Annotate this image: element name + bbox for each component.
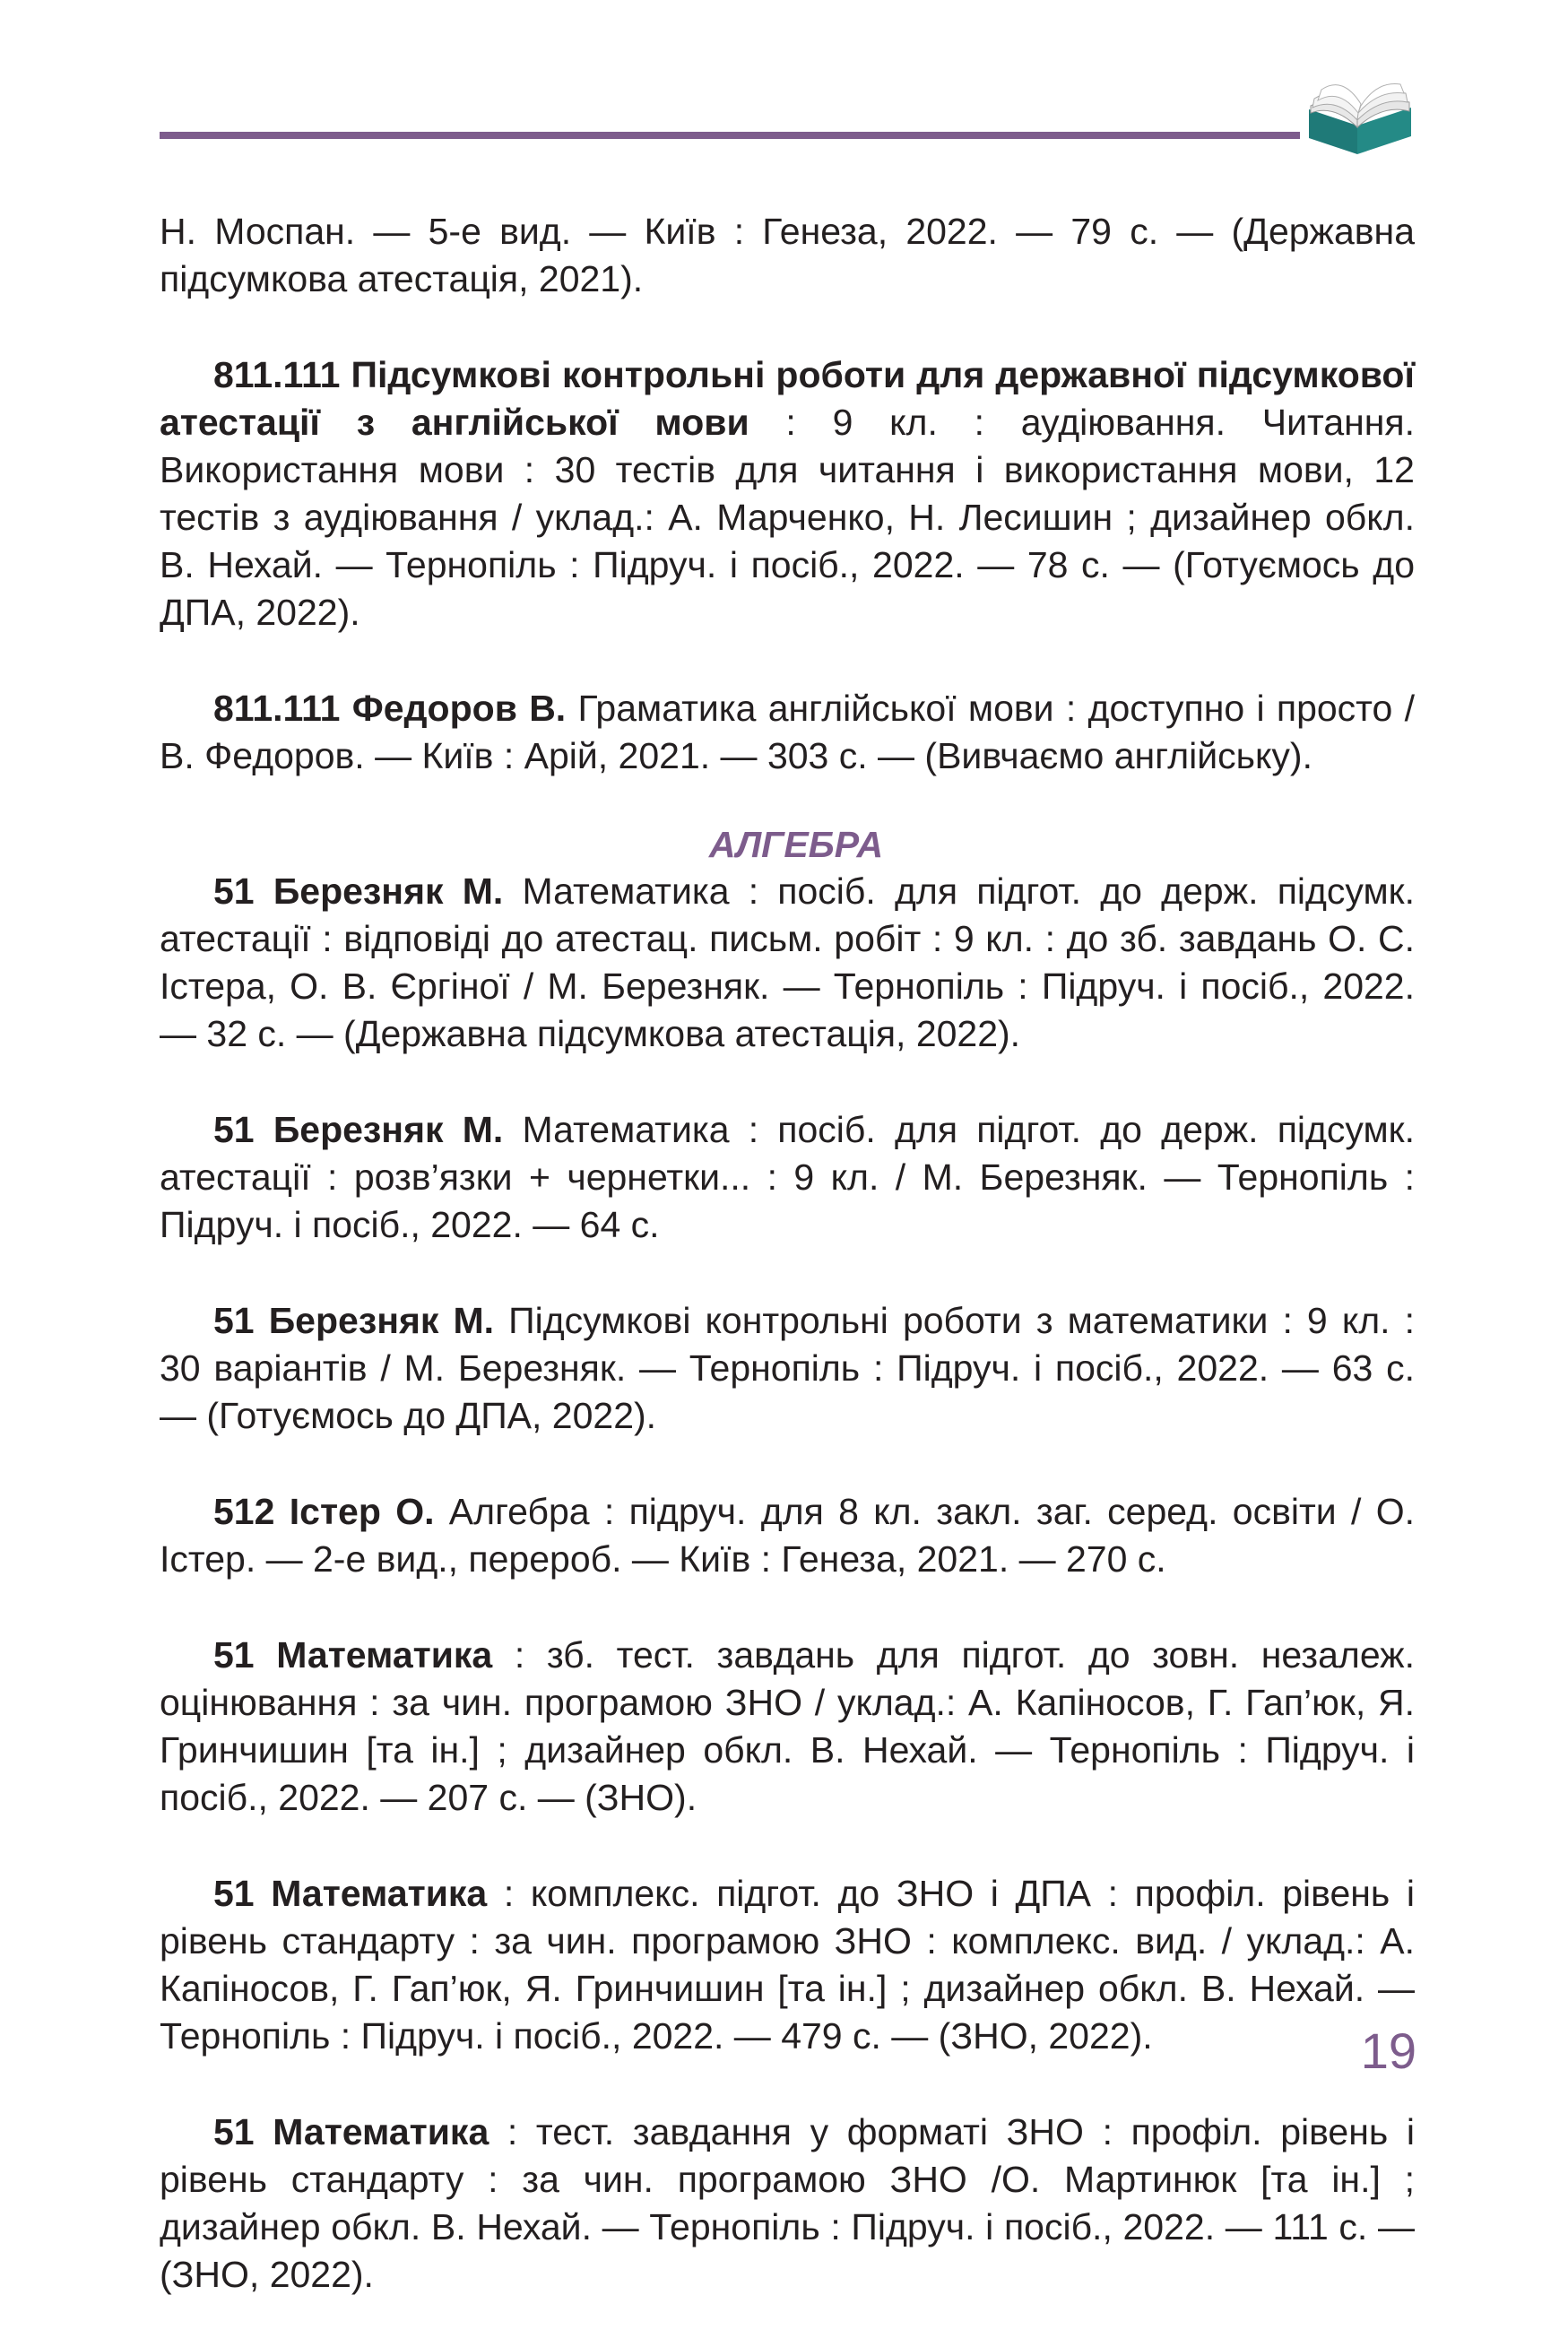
entry-text: : тест. завдання у форматі ЗНО : профіл. рівень і рівень стандарту : за чин. програмою ЗНО /О. Мартинюк [та ін.] ; дизайнер обкл. В. Нехай. — Тернопіль : Підруч. і посіб., 2022. — 111 с. — (ЗНО, 2022). xyxy=(160,2111,1415,2295)
bibliography-entry xyxy=(160,868,1415,1058)
page-number: 19 xyxy=(1360,2022,1416,2079)
entry-code: 51 xyxy=(213,1109,255,1150)
entry-title: Математика xyxy=(271,1873,488,1914)
entry-text: Н. Моспан. — 5-е вид. — Київ : Генеза, 2022. — 79 с. — (Державна підсумкова атестація, 2021). xyxy=(160,211,1415,299)
entry-text: Математика : посіб. для підгот. до держ. підсумк. атестації : відповіді до атестац. письм. робіт : 9 кл. : до зб. завдань О. С. Істера, О. В. Єргіної / М. Березняк. — Тернопіль : Підруч. і посіб., 2022. — 32 с. — (Державна підсумкова атестація, 2022). xyxy=(160,870,1415,1054)
entry-code: 811.111 xyxy=(213,688,341,729)
entry-code: 811.111 xyxy=(213,354,341,395)
entry-code: 51 xyxy=(213,870,255,912)
open-book-icon xyxy=(1302,72,1418,161)
entry-code: 51 xyxy=(213,1300,255,1341)
entry-text: : комплекс. підгот. до ЗНО і ДПА : профіл. рівень і рівень стандарту : за чин. програмою ЗНО : комплекс. вид. / уклад.: А. Капіносов, Г. Гап’юк, Я. Гринчишин [та ін.] ; дизайнер обкл. В. Нехай. — Тернопіль : Підруч. і посіб., 2022. — 479 с. — (ЗНО, 2022). xyxy=(160,1873,1415,2057)
bibliography-entry xyxy=(160,1106,1415,1249)
bibliography-entry xyxy=(160,1297,1415,1440)
bibliography-entry xyxy=(160,208,1415,303)
entry-author: Березняк М. xyxy=(268,1300,495,1341)
entry-text: : 9 кл. : аудіювання. Читання. Використання мови : 30 тестів для читання і використання мови, 12 тестів з аудіювання / уклад.: А. Марченко, Н. Лесишин ; дизайнер обкл. В. Нехай. — Тернопіль : Підруч. і посіб., 2022. — 78 с. — (Готуємось до ДПА, 2022). xyxy=(160,402,1415,633)
entry-code: 51 xyxy=(213,2111,255,2152)
entry-title: Математика xyxy=(276,1634,493,1676)
bibliography-list xyxy=(160,208,1415,2347)
entry-text: Математика : посіб. для підгот. до держ. підсумк. атестації : розв’язки + чернетки... : 9 кл. / М. Березняк. — Тернопіль : Підруч. і посіб., 2022. — 64 с. xyxy=(160,1109,1415,1245)
entry-author: Березняк М. xyxy=(273,870,504,912)
entry-title: Математика xyxy=(273,2111,489,2152)
entry-author: Березняк М. xyxy=(273,1109,504,1150)
entry-author: Істер О. xyxy=(289,1491,435,1532)
bibliography-entry xyxy=(160,2109,1415,2299)
entry-title: Підсумкові контрольні роботи для державної підсумкової атестації з англійської мови xyxy=(160,354,1415,443)
bibliography-entry xyxy=(160,685,1415,780)
section-title: АЛГЕБРА xyxy=(708,824,884,865)
entry-code: 512 xyxy=(213,1491,275,1532)
entry-text: Підсумкові контрольні роботи з математики : 9 кл. : 30 варіантів / М. Березняк. — Тернопіль : Підруч. і посіб., 2022. — 63 с. — (Готуємось до ДПА, 2022). xyxy=(160,1300,1415,1436)
bibliography-entry xyxy=(160,1488,1415,1583)
header-rule xyxy=(160,132,1300,139)
bibliography-entry xyxy=(160,1632,1415,1822)
bibliography-entry xyxy=(160,1870,1415,2060)
entry-text: : зб. тест. завдань для підгот. до зовн. незалеж. оцінювання : за чин. програмою ЗНО / уклад.: А. Капіносов, Г. Гап’юк, Я. Гринчишин [та ін.] ; дизайнер обкл. В. Нехай. — Тернопіль : Підруч. і посіб., 2022. — 207 с. — (ЗНО). xyxy=(160,1634,1415,1818)
entry-code: 51 xyxy=(213,1873,255,1914)
bibliography-entry xyxy=(160,351,1415,637)
entry-code: 51 xyxy=(213,1634,255,1676)
entry-author: Федоров В. xyxy=(351,688,567,729)
entry-text: Алгебра : підруч. для 8 кл. закл. заг. серед. освіти / О. Істер. — 2-е вид., перероб. — Київ : Генеза, 2021. — 270 с. xyxy=(160,1491,1415,1580)
entry-text: Граматика англійської мови : доступно і просто / В. Федоров. — Київ : Арій, 2021. — 303 с. — (Вивчаємо англійську). xyxy=(160,688,1415,776)
